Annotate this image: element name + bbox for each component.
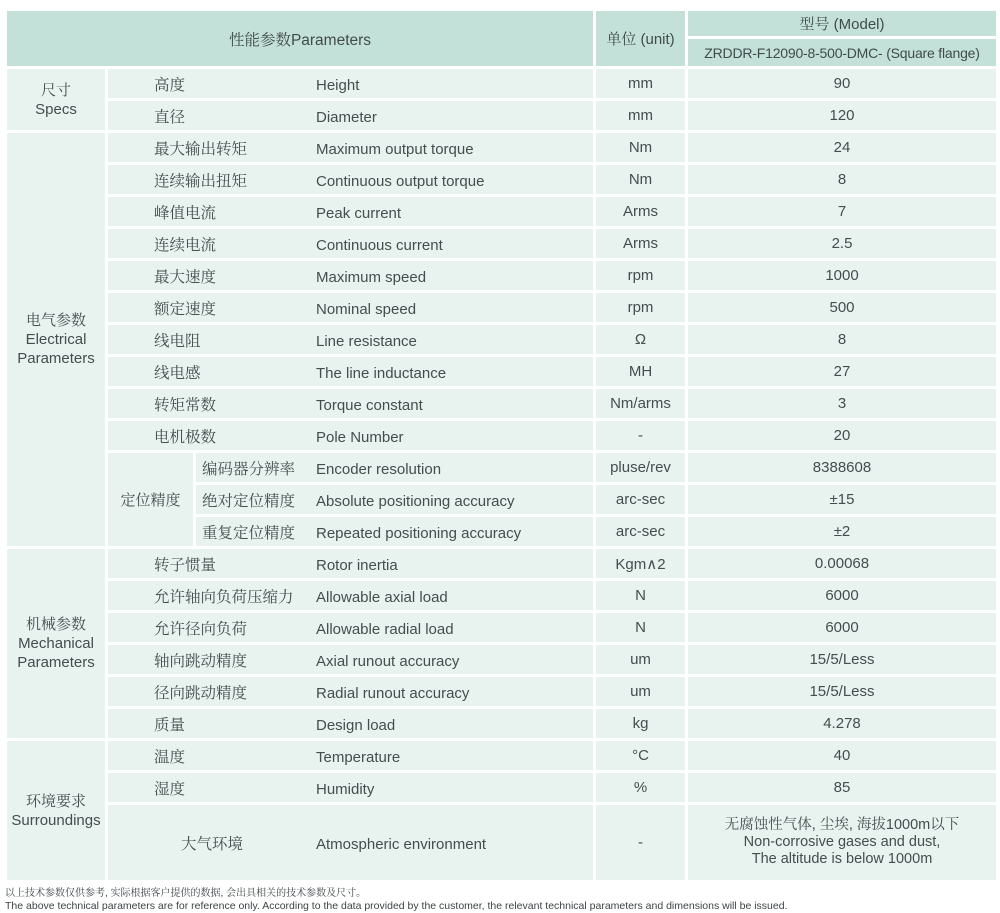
section-specs-title [6,68,107,132]
param-value: 0.00068 [687,548,998,580]
param-label-en: Nominal speed [316,300,417,318]
section-title-line: Parameters [17,350,95,367]
param-unit: mm [595,100,687,132]
param-label-en: Continuous output torque [316,172,485,190]
table-row [6,100,998,132]
param-label-cn: 最大输出转矩 [154,140,248,158]
param-unit: Nm [595,164,687,196]
section-title-line: Specs [35,100,77,118]
table-row [6,420,998,452]
table-row [6,580,998,612]
section-title-line: Electrical [25,331,87,348]
param-unit: kg [595,708,687,740]
param-value: 2.5 [687,228,998,260]
section-surroundings-title [6,740,107,882]
param-label-cn: 高度 [154,76,186,94]
param-value: 8388608 [687,452,998,484]
param-value: 500 [687,292,998,324]
section-title-line: 尺寸 [40,81,71,99]
table-row [6,708,998,740]
param-value: 24 [687,132,998,164]
section-title-line: Mechanical [18,635,94,652]
param-label-en: Rotor inertia [316,556,398,574]
param-unit: Arms [595,196,687,228]
param-label [107,420,595,452]
table-row [6,676,998,708]
param-unit: rpm [595,292,687,324]
table-row [6,324,998,356]
param-unit: arc-sec [595,516,687,548]
param-label-en: Radial runout accuracy [316,684,470,702]
param-unit: - [595,804,687,882]
param-label-cn: 质量 [154,716,186,734]
param-label-en: Absolute positioning accuracy [316,492,515,510]
param-value: 8 [687,324,998,356]
table-row [6,260,998,292]
param-label-en: Allowable axial load [316,588,448,606]
param-label-cn: 重复定位精度 [202,524,296,542]
param-label [107,100,595,132]
param-label [107,388,595,420]
param-unit: Nm/arms [595,388,687,420]
param-label-en: Diameter [316,108,377,126]
table-row [6,68,998,100]
param-label-en: Continuous current [316,236,443,254]
table-row [6,644,998,676]
param-label-en: Peak current [316,204,402,222]
header-model-value: ZRDDR-F12090-8-500-DMC- (Square flange) [687,38,998,68]
param-label [107,804,595,882]
table-row [6,132,998,164]
section-mechanical-title [6,548,107,740]
table-row [6,612,998,644]
param-unit: Arms [595,228,687,260]
spec-table [4,8,999,883]
section-title-line: Surroundings [11,811,101,829]
param-unit: Ω [595,324,687,356]
param-unit: rpm [595,260,687,292]
param-label-cn: 额定速度 [154,300,217,318]
param-value: ±2 [687,516,998,548]
param-value: 15/5/Less [687,676,998,708]
param-label [195,452,595,484]
header-row-1 [6,10,998,38]
param-value: 6000 [687,612,998,644]
param-label [107,228,595,260]
table-row [6,740,998,772]
param-value: 85 [687,772,998,804]
section-title-line: 电气参数 [25,312,86,329]
table-row [6,196,998,228]
positioning-accuracy-group-label: 定位精度 [107,452,195,548]
param-label-en: Temperature [316,748,401,766]
param-label-cn: 连续电流 [154,236,217,254]
atmosphere-value-line: Non-corrosive gases and dust, [743,834,941,850]
param-label [107,196,595,228]
param-value [687,804,998,882]
param-value: 6000 [687,580,998,612]
param-label-en: The line inductance [316,364,447,382]
param-value: 8 [687,164,998,196]
param-unit: Kgm∧2 [595,548,687,580]
param-unit: um [595,676,687,708]
param-label [107,292,595,324]
param-label [107,740,595,772]
param-label-en: Atmospheric environment [316,835,487,853]
header-parameters: 性能参数Parameters [6,10,595,68]
header-unit: 单位 (unit) [595,10,687,68]
param-label [107,644,595,676]
param-unit: um [595,644,687,676]
param-label-cn: 转矩常数 [154,396,217,414]
param-value: ±15 [687,484,998,516]
param-label [107,580,595,612]
table-row [6,356,998,388]
footnote-cn: 以上技术参数仅供参考, 实际根据客户提供的数据, 会出具相关的技术参数及尺寸。 [5,888,367,899]
table-row [6,228,998,260]
param-label [107,324,595,356]
param-label-cn: 绝对定位精度 [202,492,296,510]
param-label-cn: 线电感 [154,364,201,382]
param-value: 15/5/Less [687,644,998,676]
param-label-cn: 线电阻 [154,332,201,350]
param-unit: % [595,772,687,804]
param-label-cn: 轴向跳动精度 [154,652,248,670]
param-label [107,612,595,644]
table-row [6,804,998,882]
table-row [6,548,998,580]
param-unit: N [595,612,687,644]
param-label-en: Height [316,76,360,94]
footnote-en: The above technical parameters are for reference only. According to the data provided by the customer, the relevant technical parameters and dimensions will be issued. [5,900,788,912]
param-unit: - [595,420,687,452]
param-value: 3 [687,388,998,420]
param-label-en: Pole Number [316,428,404,446]
param-unit: °C [595,740,687,772]
table-row [6,164,998,196]
param-label-cn: 温度 [154,748,186,766]
param-label-cn: 湿度 [154,780,186,798]
param-label-cn: 允许轴向负荷压缩力 [154,588,294,606]
table-row [6,388,998,420]
param-label [107,548,595,580]
param-label [195,516,595,548]
param-label [107,164,595,196]
section-title-line: 机械参数 [25,616,86,633]
param-label [107,260,595,292]
param-unit: pluse/rev [595,452,687,484]
param-label-en: Torque constant [316,396,423,414]
param-label-en: Maximum speed [316,268,427,286]
param-value: 7 [687,196,998,228]
param-label-en: Design load [316,716,396,734]
param-label-en: Humidity [316,780,375,798]
table-row [6,772,998,804]
param-label [107,772,595,804]
section-title-line: Parameters [17,654,95,671]
param-unit: mm [595,68,687,100]
param-value: 120 [687,100,998,132]
param-unit: Nm [595,132,687,164]
param-label-cn: 直径 [154,108,186,126]
param-label [107,68,595,100]
footnotes [5,887,996,913]
param-value: 4.278 [687,708,998,740]
param-label-en: Repeated positioning accuracy [316,524,522,542]
param-value: 20 [687,420,998,452]
param-value: 90 [687,68,998,100]
header-model: 型号 (Model) [687,10,998,38]
param-label-cn: 最大速度 [154,268,217,286]
param-label [195,484,595,516]
param-label-cn: 转子惯量 [154,556,217,574]
param-label-cn: 径向跳动精度 [154,684,248,702]
param-label-cn: 编码器分辨率 [202,460,296,478]
param-label [107,676,595,708]
param-unit: N [595,580,687,612]
table-row [6,292,998,324]
param-label-en: Line resistance [316,332,417,350]
section-title-line: 环境要求 [25,792,86,810]
param-label-cn: 大气环境 [180,835,243,853]
param-label [107,708,595,740]
param-label-cn: 电机极数 [154,428,217,446]
param-value: 40 [687,740,998,772]
param-value: 27 [687,356,998,388]
param-unit: arc-sec [595,484,687,516]
param-unit: MH [595,356,687,388]
param-label-cn: 峰值电流 [154,204,217,222]
atmosphere-value-line: 无腐蚀性气体, 尘埃, 海拔1000m以下 [724,817,960,833]
param-value: 1000 [687,260,998,292]
param-label-en: Axial runout accuracy [316,652,460,670]
param-label [107,132,595,164]
param-label-en: Allowable radial load [316,620,454,638]
param-label-en: Maximum output torque [316,140,474,158]
param-label-cn: 允许径向负荷 [154,620,248,638]
table-row [6,452,998,484]
param-label [107,356,595,388]
section-electrical-title [6,132,107,548]
param-label-cn: 连续输出扭矩 [154,172,248,190]
atmosphere-value-line: The altitude is below 1000m [751,851,933,867]
param-label-en: Encoder resolution [316,460,442,478]
